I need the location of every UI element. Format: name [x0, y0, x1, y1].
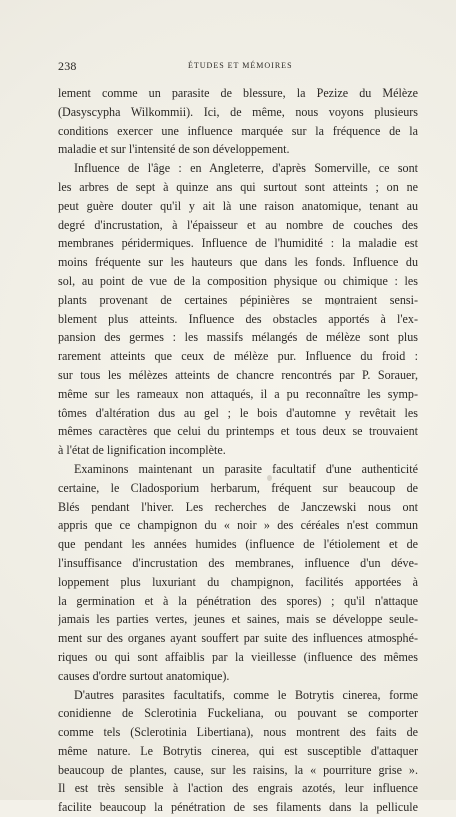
text-line: Il est très sensible à l'action des engrais azotés, leur influence: [58, 781, 418, 796]
text-line: les arbres de sept à quinze ans qui surtout sont atteints ; on ne: [58, 179, 418, 194]
text-line: mêmes caractères que celui du printemps et tous deux se trouvaient: [58, 424, 418, 439]
ink-smudge: [334, 300, 339, 306]
text-line: même sur les rameaux non attaqués, il a pu reconnaître les symp-: [58, 386, 418, 401]
text-line: causes d'ordre surtout anatomique).: [58, 668, 230, 683]
text-line: Examinons maintenant un parasite facultatif d'une authenticité: [74, 461, 418, 476]
text-line: membranes péridermiques. Influence de l'humidité : la maladie est: [58, 236, 418, 251]
text-line: beaucoup de plantes, cause, sur les raisins, la « pourriture grise ».: [58, 762, 418, 777]
text-line: la germination et à la pénétration des spores) ; qu'il n'attaque: [58, 593, 418, 608]
text-line: degré d'incrustation, à l'épaisseur et au nombre de couches des: [58, 217, 418, 232]
text-line: D'autres parasites facultatifs, comme le Botrytis cinerea, forme: [74, 687, 418, 702]
page-header: [58, 58, 418, 74]
text-line: tômes d'altération dus au gel ; le bois d'automne y revêtait les: [58, 405, 418, 420]
text-line: rarement atteints que ceux de mélèze pur. Influence du froid :: [58, 349, 418, 364]
text-line: conidienne de Sclerotinia Fuckeliana, ou pouvant se comporter: [58, 706, 418, 721]
page-number: 238: [58, 59, 77, 73]
text-line: peut guère douter qu'il y ait là une raison anatomique, tenant au: [58, 198, 418, 213]
text-line: Influence de l'âge : en Angleterre, d'après Somerville, ce sont: [74, 161, 418, 176]
text-line: que pendant les années humides (influence de l'étiolement et de: [58, 537, 418, 552]
text-line: sur tous les mélèzes atteints de chancre rencontrés par P. Sorauer,: [58, 367, 418, 382]
body-text: [58, 84, 418, 817]
text-line: sol, au point de vue de la composition physique ou chimique : les: [58, 273, 418, 288]
text-line: à l'état de lignification incomplète.: [58, 443, 226, 458]
text-line: maladie et sur l'intensité de son développement.: [58, 142, 290, 157]
text-line: blement plus atteints. Influence des obstacles apportés à l'ex-: [58, 311, 418, 326]
text-line: loppement plus luxuriant du champignon, facilités apportées à: [58, 574, 418, 589]
text-line: même nature. Le Botrytis cinerea, qui est susceptible d'attaquer: [58, 743, 418, 758]
text-line: appris que ce champignon du « noir » des céréales n'est commun: [58, 518, 418, 533]
text-line: comme tels (Sclerotinia Libertiana), nous montrent des faits de: [58, 725, 418, 740]
text-line: jamais les parties vertes, jeunes et saines, mais se développe seule-: [58, 612, 418, 627]
text-line: lement comme un parasite de blessure, la Pezize du Mélèze: [58, 86, 418, 100]
running-head: ÉTUDES ET MÉMOIRES: [188, 61, 293, 70]
text-line: facilite beaucoup la pénétration de ses filaments dans la pellicule: [58, 800, 418, 815]
text-line: pansion des germes : les massifs mélangés de mélèze sont plus: [58, 330, 418, 345]
ink-smudge: [267, 475, 272, 481]
text-line: Blés pendant l'hiver. Les recherches de Janczewski nous ont: [58, 499, 418, 514]
text-line: conditions exercer une influence marquée sur la fréquence de la: [58, 123, 418, 138]
text-line: moins fréquente sur les hauteurs que dans les fonds. Influence du: [58, 255, 418, 270]
text-line: (Dasyscypha Wilkommii). Ici, de même, nous voyons plusieurs: [58, 104, 418, 119]
text-line: plants provenant de certaines pépinières se montraient sensi-: [58, 292, 418, 307]
text-line: l'insuffisance d'incrustation des membranes, influence d'un déve-: [58, 555, 418, 570]
text-line: riques ou qui sont affaiblis par la vieillesse (influence des mêmes: [58, 649, 418, 664]
ink-smudge: [383, 598, 388, 604]
text-line: certaine, le Cladosporium herbarum, fréquent sur beaucoup de: [58, 480, 418, 495]
text-line: ment sur des organes ayant souffert par suite des influences atmosphé-: [58, 631, 418, 646]
